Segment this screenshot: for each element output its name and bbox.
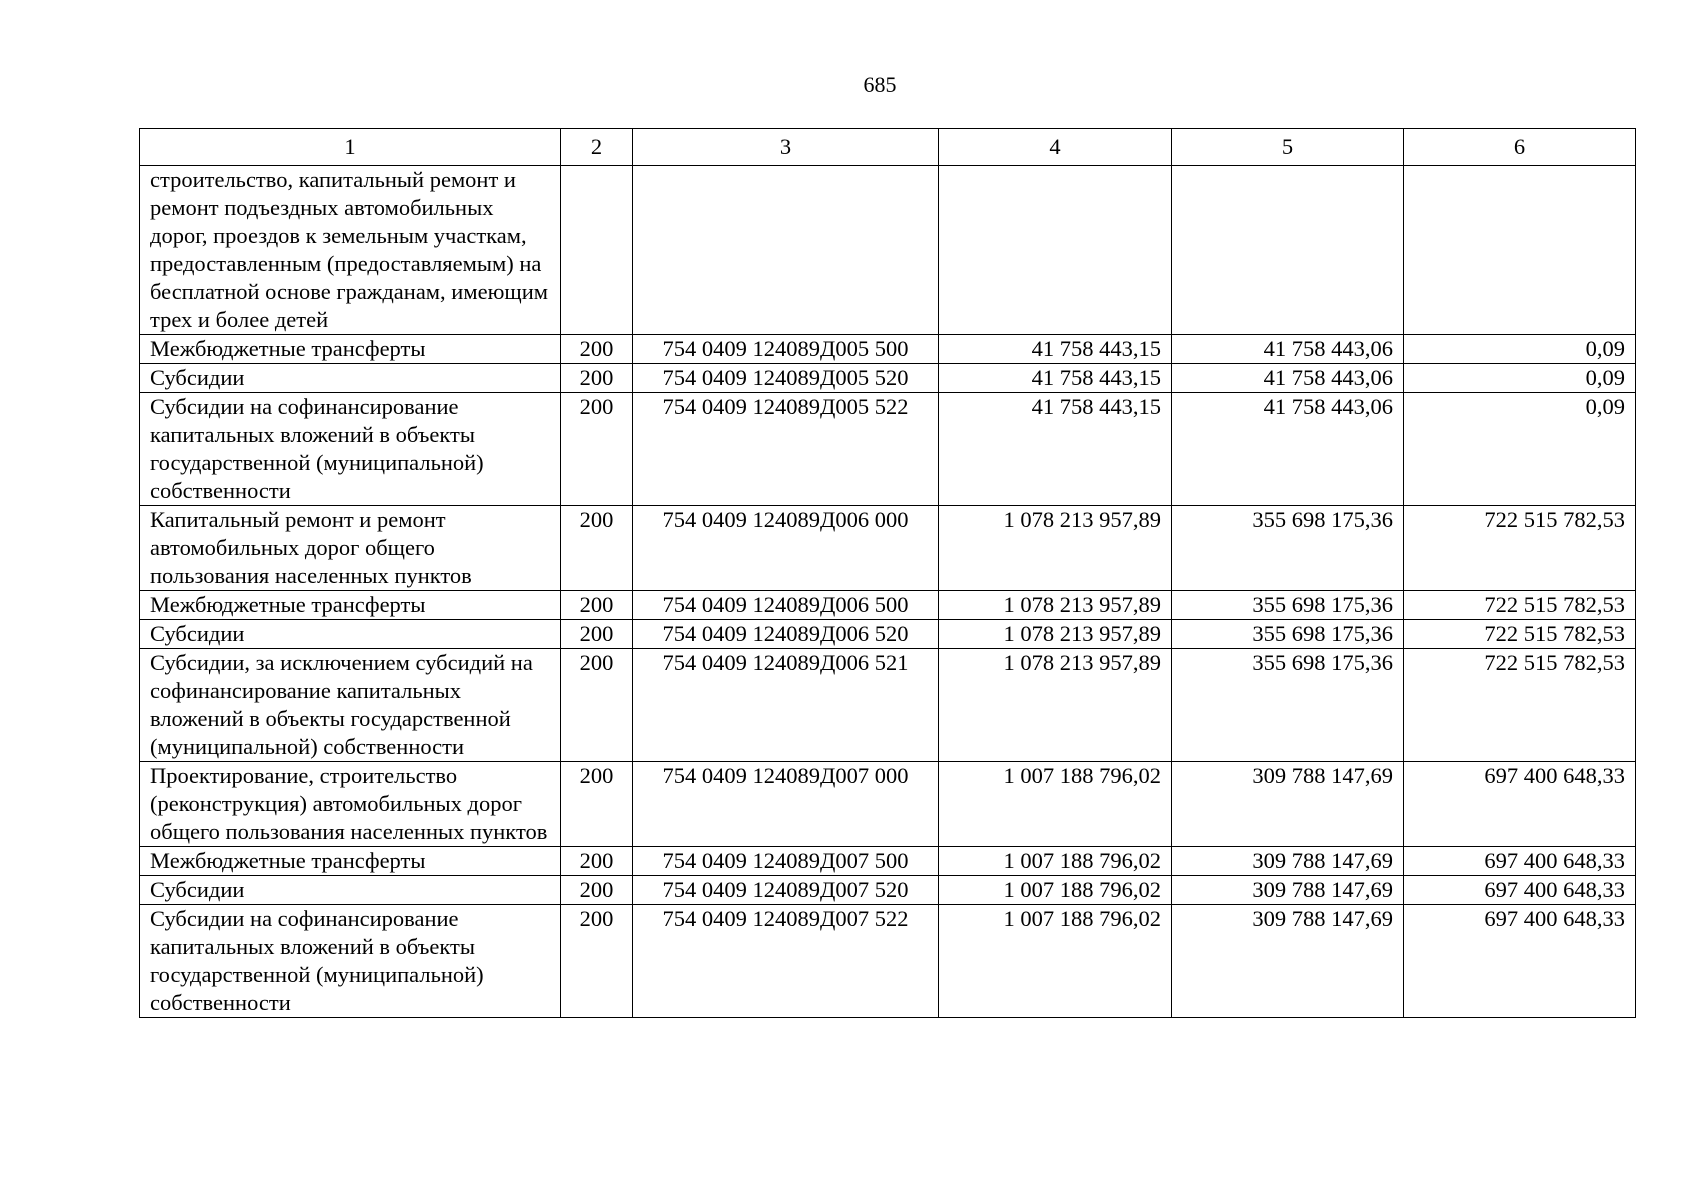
header-col-1: 1: [140, 129, 561, 166]
row-ref: 200: [561, 876, 633, 905]
row-value-4: 1 007 188 796,02: [939, 905, 1172, 1018]
table-row: [140, 393, 1636, 506]
row-value-6: 722 515 782,53: [1404, 591, 1636, 620]
row-ref: 200: [561, 762, 633, 847]
row-value-6: 722 515 782,53: [1404, 620, 1636, 649]
row-value-5: 41 758 443,06: [1172, 393, 1404, 506]
row-name: Субсидии, за исключением субсидий на софинансирование капитальных вложений в объекты государственной (муниципальной) собственности: [140, 649, 561, 762]
page-number: 685: [863, 72, 897, 97]
row-value-4: 41 758 443,15: [939, 364, 1172, 393]
row-ref: 200: [561, 506, 633, 591]
row-ref: 200: [561, 364, 633, 393]
row-ref: 200: [561, 905, 633, 1018]
row-value-4: 1 007 188 796,02: [939, 876, 1172, 905]
row-value-4: [939, 166, 1172, 335]
row-value-6: 697 400 648,33: [1404, 876, 1636, 905]
row-value-5: 309 788 147,69: [1172, 905, 1404, 1018]
row-ref: 200: [561, 335, 633, 364]
row-value-4: 41 758 443,15: [939, 335, 1172, 364]
row-code: 754 0409 124089Д005 522: [633, 393, 939, 506]
row-value-6: 697 400 648,33: [1404, 847, 1636, 876]
row-code: 754 0409 124089Д005 500: [633, 335, 939, 364]
row-value-5: 309 788 147,69: [1172, 876, 1404, 905]
row-ref: [561, 166, 633, 335]
row-code: 754 0409 124089Д006 500: [633, 591, 939, 620]
row-ref: 200: [561, 649, 633, 762]
row-value-5: 355 698 175,36: [1172, 620, 1404, 649]
row-code: 754 0409 124089Д006 521: [633, 649, 939, 762]
row-name: строительство, капитальный ремонт и ремонт подъездных автомобильных дорог, проездов к земельным участкам, предоставленным (предоставляемым) на бесплатной основе гражданам, имеющим трех и более детей: [140, 166, 561, 335]
row-value-6: 722 515 782,53: [1404, 649, 1636, 762]
table-row: [140, 876, 1636, 905]
row-value-4: 1 007 188 796,02: [939, 847, 1172, 876]
row-value-6: [1404, 166, 1636, 335]
row-value-4: 1 078 213 957,89: [939, 649, 1172, 762]
row-name: Субсидии на софинансирование капитальных вложений в объекты государственной (муниципальной) собственности: [140, 393, 561, 506]
row-name: Субсидии: [140, 364, 561, 393]
row-ref: 200: [561, 620, 633, 649]
table-row: [140, 620, 1636, 649]
row-value-6: 0,09: [1404, 393, 1636, 506]
row-value-5: 355 698 175,36: [1172, 591, 1404, 620]
table-row: [140, 649, 1636, 762]
table-row: [140, 762, 1636, 847]
table-row: [140, 364, 1636, 393]
row-name: Капитальный ремонт и ремонт автомобильных дорог общего пользования населенных пунктов: [140, 506, 561, 591]
header-row: [140, 129, 1636, 166]
row-value-5: 309 788 147,69: [1172, 762, 1404, 847]
header-col-3: 3: [633, 129, 939, 166]
table-row: [140, 335, 1636, 364]
row-value-5: 309 788 147,69: [1172, 847, 1404, 876]
row-ref: 200: [561, 393, 633, 506]
table-row: [140, 506, 1636, 591]
row-value-5: [1172, 166, 1404, 335]
row-name: Субсидии: [140, 876, 561, 905]
row-code: 754 0409 124089Д007 520: [633, 876, 939, 905]
row-value-4: 1 078 213 957,89: [939, 506, 1172, 591]
row-value-6: 0,09: [1404, 335, 1636, 364]
row-value-4: 1 078 213 957,89: [939, 620, 1172, 649]
row-value-6: 722 515 782,53: [1404, 506, 1636, 591]
row-name: Проектирование, строительство (реконструкция) автомобильных дорог общего пользования населенных пунктов: [140, 762, 561, 847]
row-value-4: 1 007 188 796,02: [939, 762, 1172, 847]
table-row: [140, 166, 1636, 335]
table-row: [140, 905, 1636, 1018]
row-value-4: 41 758 443,15: [939, 393, 1172, 506]
row-name: Межбюджетные трансферты: [140, 847, 561, 876]
row-name: Межбюджетные трансферты: [140, 335, 561, 364]
row-name: Межбюджетные трансферты: [140, 591, 561, 620]
row-value-6: 0,09: [1404, 364, 1636, 393]
row-code: 754 0409 124089Д006 520: [633, 620, 939, 649]
row-code: 754 0409 124089Д007 500: [633, 847, 939, 876]
row-value-5: 355 698 175,36: [1172, 649, 1404, 762]
header-col-4: 4: [939, 129, 1172, 166]
row-code: 754 0409 124089Д005 520: [633, 364, 939, 393]
row-code: 754 0409 124089Д006 000: [633, 506, 939, 591]
budget-table: [139, 128, 1636, 1018]
row-value-5: 41 758 443,06: [1172, 364, 1404, 393]
row-ref: 200: [561, 847, 633, 876]
row-value-4: 1 078 213 957,89: [939, 591, 1172, 620]
table-row: [140, 847, 1636, 876]
row-value-5: 355 698 175,36: [1172, 506, 1404, 591]
table-row: [140, 591, 1636, 620]
row-value-6: 697 400 648,33: [1404, 762, 1636, 847]
header-col-2: 2: [561, 129, 633, 166]
row-value-5: 41 758 443,06: [1172, 335, 1404, 364]
header-col-5: 5: [1172, 129, 1404, 166]
row-name: Субсидии на софинансирование капитальных вложений в объекты государственной (муниципальной) собственности: [140, 905, 561, 1018]
header-col-6: 6: [1404, 129, 1636, 166]
row-code: 754 0409 124089Д007 522: [633, 905, 939, 1018]
row-code: 754 0409 124089Д007 000: [633, 762, 939, 847]
row-name: Субсидии: [140, 620, 561, 649]
row-ref: 200: [561, 591, 633, 620]
row-value-6: 697 400 648,33: [1404, 905, 1636, 1018]
row-code: [633, 166, 939, 335]
